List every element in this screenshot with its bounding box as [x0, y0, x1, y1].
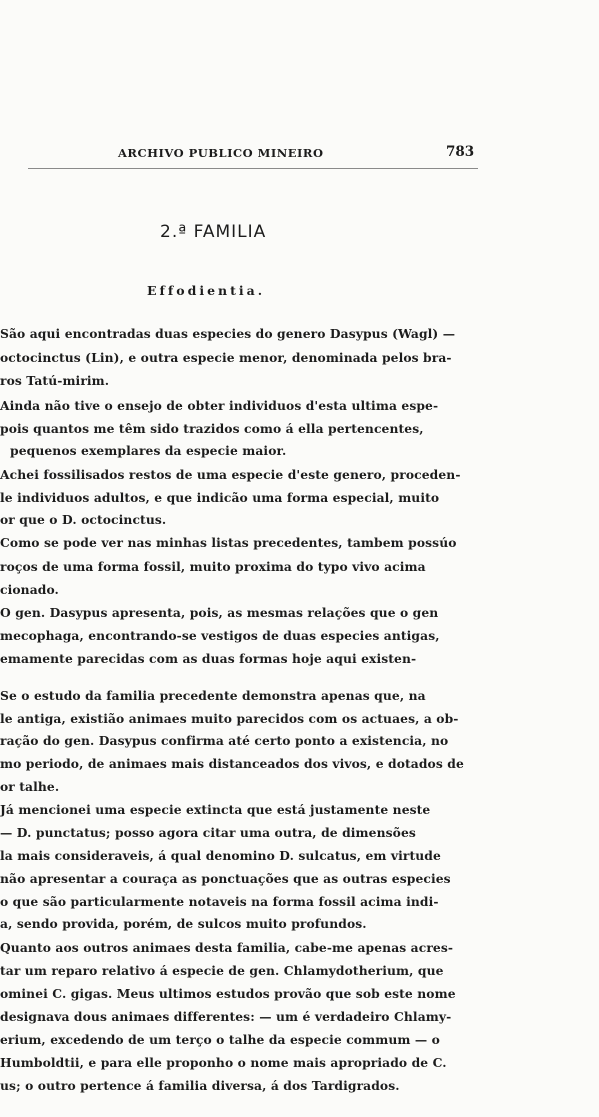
text-line: ominei C. gigas. Meus ultimos estudos provão que sob este nome	[0, 986, 456, 1001]
text-line: Achei fossilisados restos de uma especie d'este genero, proceden-	[0, 467, 461, 482]
text-line: Já mencionei uma especie extincta que está justamente neste	[0, 802, 431, 817]
text-line: us; o outro pertence á familia diversa, á dos Tardigrados.	[0, 1078, 400, 1093]
text-line: cionado.	[0, 582, 59, 597]
text-line: tar um reparo relativo á especie de gen. Chlamydotherium, que	[0, 963, 444, 978]
text-line: erium, excedendo de um terço o talhe da especie commum — o	[0, 1032, 440, 1047]
text-line: emamente parecidas com as duas formas hoje aqui existen-	[0, 651, 417, 666]
header-divider	[28, 168, 478, 169]
text-line: le individuos adultos, e que indicão uma forma especial, muito	[0, 490, 440, 505]
text-line: São aqui encontradas duas especies do genero Dasypus (Wagl) —	[0, 326, 456, 341]
section-subheading: Effodientia.	[147, 283, 266, 298]
text-line: pois quantos me têm sido trazidos como á ella pertencentes,	[0, 421, 424, 436]
text-line: O gen. Dasypus apresenta, pois, as mesmas relações que o gen	[0, 605, 439, 620]
text-line: não apresentar a couraça as ponctuações que as outras especies	[0, 871, 451, 886]
text-line: Ainda não tive o ensejo de obter individuos d'esta ultima espe-	[0, 398, 439, 413]
page-number: 783	[446, 144, 475, 160]
text-line: a, sendo provida, porém, de sulcos muito profundos.	[0, 916, 367, 931]
text-line: ração do gen. Dasypus confirma até certo ponto a existencia, no	[0, 733, 449, 748]
text-line: o que são particularmente notaveis na forma fossil acima indi-	[0, 894, 439, 909]
text-line: Se o estudo da familia precedente demonstra apenas que, na	[0, 688, 426, 703]
text-line: — D. punctatus; posso agora citar uma outra, de dimensões	[0, 825, 416, 840]
text-line: mo periodo, de animaes mais distanceados dos vivos, e dotados de	[0, 756, 464, 771]
text-line: or talhe.	[0, 779, 60, 794]
section-heading: 2.ª FAMILIA	[160, 222, 267, 242]
text-line: mecophaga, encontrando-se vestigos de duas especies antigas,	[0, 628, 440, 643]
journal-title: ARCHIVO PUBLICO MINEIRO	[118, 146, 324, 160]
text-line: roços de uma forma fossil, muito proxima do typo vivo acima	[0, 559, 426, 574]
text-line: Como se pode ver nas minhas listas precedentes, tambem possúo	[0, 535, 457, 550]
text-line: designava dous animaes differentes: — um é verdadeiro Chlamy-	[0, 1009, 452, 1024]
text-line: Quanto aos outros animaes desta familia, cabe-me apenas acres-	[0, 940, 454, 955]
text-line: octocinctus (Lin), e outra especie menor, denominada pelos bra-	[0, 350, 452, 365]
text-line: Humboldtii, e para elle proponho o nome mais apropriado de C.	[0, 1055, 447, 1070]
text-line: la mais consideraveis, á qual denomino D. sulcatus, em virtude	[0, 848, 441, 863]
text-line: or que o D. octocinctus.	[0, 512, 167, 527]
text-line: pequenos exemplares da especie maior.	[10, 443, 287, 458]
text-line: le antiga, existião animaes muito parecidos com os actuaes, a ob-	[0, 711, 459, 726]
text-line: ros Tatú-mirim.	[0, 373, 110, 388]
